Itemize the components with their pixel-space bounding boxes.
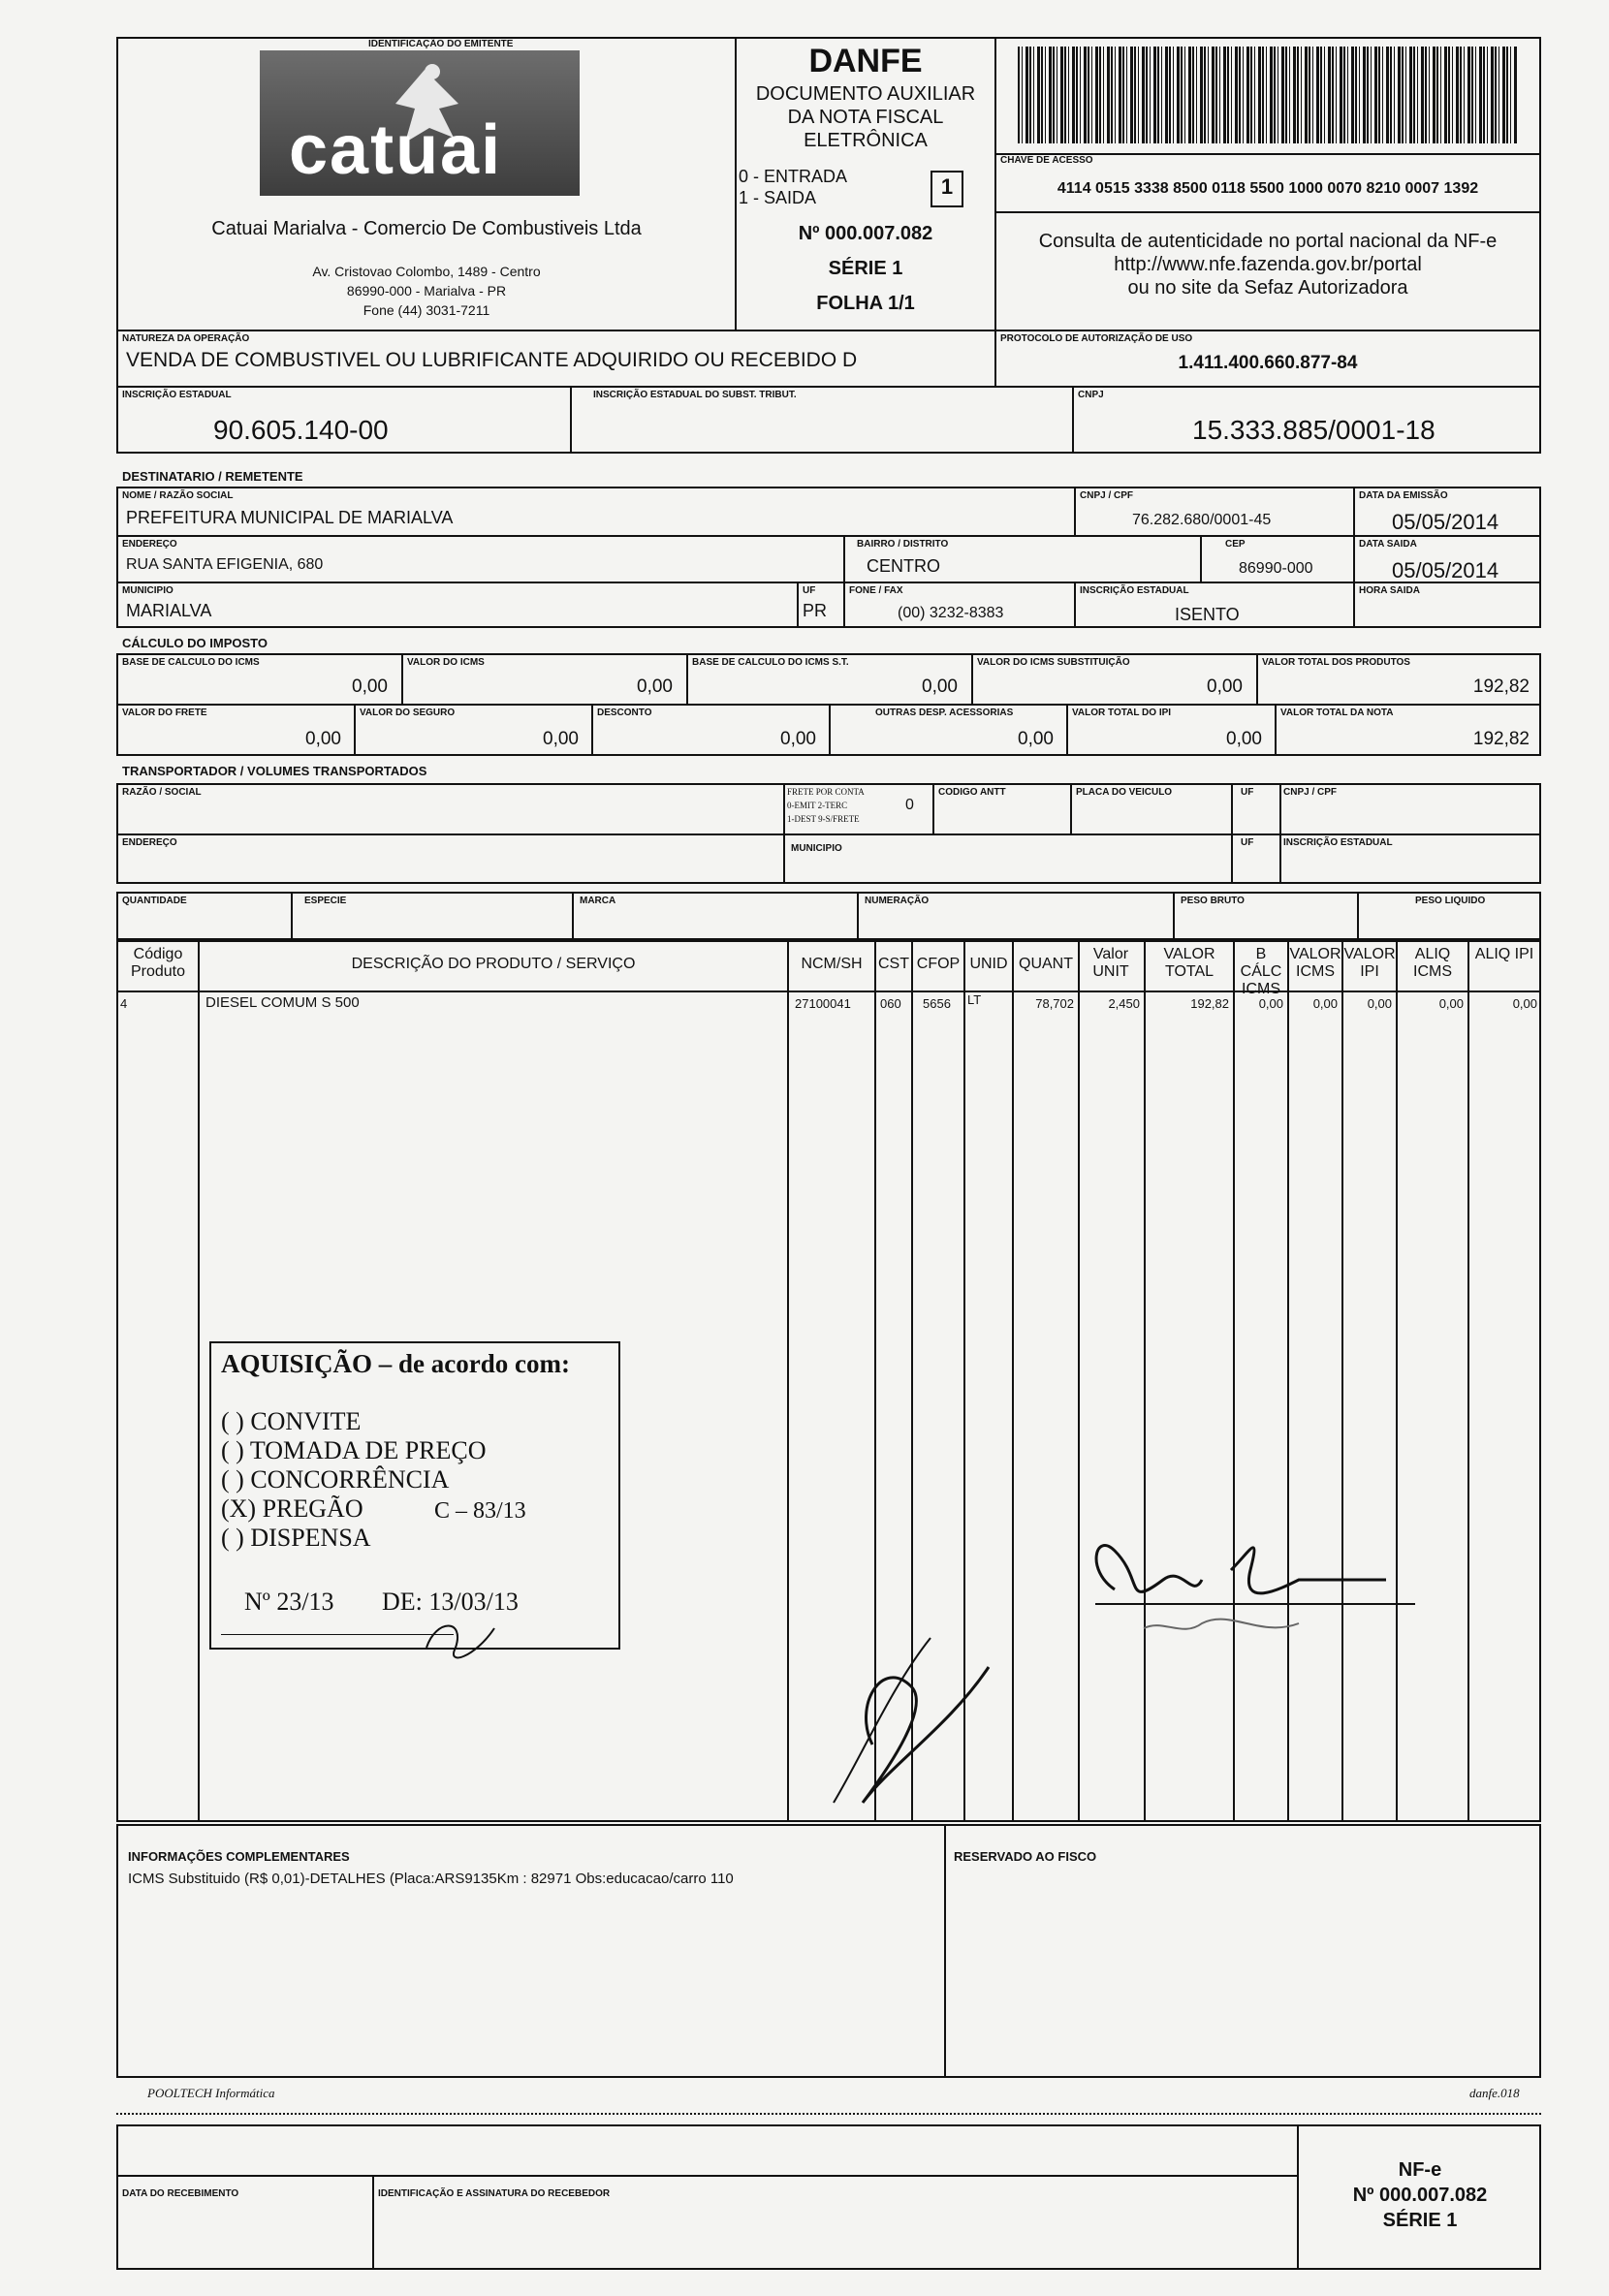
dest-saida-value: 05/05/2014	[1392, 558, 1499, 582]
dest-uf-label: UF	[803, 585, 816, 596]
divider	[198, 938, 200, 1822]
dest-nome-value: PREFEITURA MUNICIPAL DE MARIALVA	[126, 508, 454, 527]
stamp-numero: Nº 23/13	[244, 1588, 334, 1616]
consulta-line1: Consulta de autenticidade no portal nacional da NF-e	[1038, 231, 1498, 252]
stamp-initials	[417, 1609, 504, 1667]
divider	[401, 653, 403, 704]
company-address: Av. Cristovao Colombo, 1489 - Centro	[312, 264, 541, 279]
tipo-value: 1	[940, 174, 954, 199]
dest-emissao-label: DATA DA EMISSÃO	[1359, 490, 1448, 501]
transp-municipio-label: MUNICIPIO	[791, 843, 842, 854]
placa-label: PLACA DO VEICULO	[1076, 787, 1173, 798]
divider	[1070, 783, 1072, 833]
divider	[843, 582, 845, 628]
transp-ie-label: INSCRIÇÃO ESTADUAL	[1283, 837, 1393, 848]
divider	[591, 704, 593, 756]
frete-conta-line1: FRETE POR CONTA	[787, 787, 865, 797]
divider	[1275, 704, 1277, 756]
danfe-sub1: DOCUMENTO AUXILIAR	[755, 83, 976, 105]
stamp-data: DE: 13/03/13	[382, 1588, 519, 1616]
divider	[354, 704, 356, 756]
dest-endereco-value: RUA SANTA EFIGENIA, 680	[126, 556, 324, 573]
desconto-value: 0,00	[780, 729, 816, 749]
row-ncm: 27100041	[795, 996, 851, 1011]
col-aicms: ALIQ ICMS	[1413, 946, 1452, 980]
col-vicms: VALOR ICMS	[1289, 946, 1341, 980]
stamp-concorrencia: ( ) CONCORRÊNCIA	[221, 1465, 450, 1494]
dest-emissao-value: 05/05/2014	[1392, 510, 1499, 534]
divider	[116, 535, 1541, 537]
valor-icms-label: VALOR DO ICMS	[407, 657, 485, 668]
divider	[116, 2175, 1297, 2177]
divider	[291, 892, 293, 942]
peso-bruto-label: PESO BRUTO	[1181, 896, 1245, 906]
col-codigo: Código Produto	[130, 946, 186, 980]
divider	[1173, 892, 1175, 942]
ie-label: INSCRIÇÃO ESTADUAL	[122, 390, 232, 400]
recebedor-label: IDENTIFICAÇÃO E ASSINATURA DO RECEBEDOR	[378, 2188, 611, 2199]
natureza-value: VENDA DE COMBUSTIVEL OU LUBRIFICANTE ADQUIRIDO OU RECEBIDO D	[126, 349, 858, 371]
row-bicms: 0,00	[1258, 996, 1283, 1011]
chave-label: CHAVE DE ACESSO	[1000, 155, 1093, 166]
row-cfop: 5656	[923, 996, 951, 1011]
dest-hora-label: HORA SAIDA	[1359, 585, 1420, 596]
dest-cep-label: CEP	[1225, 539, 1246, 550]
dest-ie-value: ISENTO	[1175, 605, 1240, 624]
col-ncm: NCM/SH	[801, 956, 863, 972]
transp-section-title: TRANSPORTADOR / VOLUMES TRANSPORTADOS	[122, 764, 427, 778]
col-bicms: B CÁLC ICMS	[1240, 946, 1282, 997]
divider	[116, 991, 1541, 992]
row-descricao: DIESEL COMUM S 500	[205, 994, 360, 1011]
divider	[932, 783, 934, 833]
dest-saida-label: DATA SAIDA	[1359, 539, 1417, 550]
dest-ie-label: INSCRIÇÃO ESTADUAL	[1080, 585, 1189, 596]
row-vicms: 0,00	[1312, 996, 1338, 1011]
col-aipi: ALIQ IPI	[1474, 946, 1534, 962]
stamp-dispensa: ( ) DISPENSA	[221, 1524, 371, 1552]
col-cst: CST	[878, 956, 909, 972]
col-unid: UNID	[969, 956, 1008, 972]
col-vtotal: VALOR TOTAL	[1163, 946, 1215, 980]
chave-value: 4114 0515 3338 8500 0118 5500 1000 0070 8210 0007 1392	[1057, 180, 1479, 197]
nf-number: Nº 000.007.082	[798, 223, 933, 244]
natureza-label: NATUREZA DA OPERAÇÃO	[122, 333, 250, 344]
divider	[1200, 535, 1202, 583]
danfe-sub2: DA NOTA FISCAL	[787, 107, 944, 128]
transp-razao-label: RAZÃO / SOCIAL	[122, 787, 202, 798]
seguro-value: 0,00	[543, 729, 579, 749]
saida-label: 1 - SAIDA	[739, 188, 817, 207]
handwritten-signatures	[795, 1512, 1415, 1812]
divider	[787, 938, 789, 1822]
especie-label: ESPECIE	[304, 896, 347, 906]
ie-value: 90.605.140-00	[213, 415, 389, 445]
stamp-tomada: ( ) TOMADA DE PREÇO	[221, 1436, 487, 1464]
divider	[1279, 783, 1281, 884]
emitter-label: IDENTIFICAÇÃO DO EMITENTE	[368, 39, 514, 49]
outras-label: OUTRAS DESP. ACESSORIAS	[875, 708, 1014, 718]
dest-cnpj-value: 76.282.680/0001-45	[1132, 512, 1272, 528]
base-icms-label: BASE DE CALCULO DO ICMS	[122, 657, 260, 668]
divider	[572, 892, 574, 942]
acquisition-stamp	[209, 1341, 620, 1650]
cnpj-value: 15.333.885/0001-18	[1192, 415, 1435, 445]
divider	[829, 704, 831, 756]
nf-folha: FOLHA 1/1	[816, 293, 915, 314]
software-credit: POOLTECH Informática	[147, 2086, 275, 2100]
valor-icms-value: 0,00	[637, 676, 673, 697]
frete-conta-value: 0	[905, 797, 914, 813]
divider	[1074, 582, 1076, 628]
base-icms-st-value: 0,00	[922, 676, 958, 697]
dest-bairro-label: BAIRRO / DISTRITO	[857, 539, 949, 550]
divider	[1066, 704, 1068, 756]
dest-municipio-label: MUNICIPIO	[122, 585, 174, 596]
valor-icms-st-label: VALOR DO ICMS SUBSTITUIÇÃO	[977, 657, 1130, 668]
divider	[1357, 892, 1359, 942]
row-vunit: 2,450	[1108, 996, 1140, 1011]
barcode	[1018, 47, 1518, 143]
row-aicms: 0,00	[1438, 996, 1464, 1011]
divider	[372, 2175, 374, 2270]
total-ipi-label: VALOR TOTAL DO IPI	[1072, 708, 1172, 718]
transp-endereco-label: ENDEREÇO	[122, 837, 177, 848]
company-name: Catuai Marialva - Comercio De Combustiveis Ltda	[211, 218, 642, 239]
fisco-label: RESERVADO AO FISCO	[954, 1849, 1097, 1864]
divider	[1074, 487, 1076, 535]
consulta-line3: ou no site da Sefaz Autorizadora	[1127, 277, 1408, 299]
seguro-label: VALOR DO SEGURO	[360, 708, 456, 718]
total-nota-label: VALOR TOTAL DA NOTA	[1280, 708, 1394, 718]
divider	[1467, 938, 1469, 1822]
transp-uf2-label: UF	[1241, 837, 1254, 848]
col-cfop: CFOP	[916, 956, 961, 972]
divider	[1231, 783, 1233, 884]
receipt-number: Nº 000.007.082	[1352, 2185, 1488, 2206]
antt-label: CODIGO ANTT	[938, 787, 1006, 798]
divider	[1256, 653, 1258, 704]
divider	[797, 582, 799, 628]
logo-text: catuai	[289, 111, 503, 189]
col-descricao: DESCRIÇÃO DO PRODUTO / SERVIÇO	[351, 956, 636, 972]
row-codigo: 4	[120, 996, 128, 1011]
data-recebimento-label: DATA DO RECEBIMENTO	[122, 2188, 239, 2199]
outras-value: 0,00	[1018, 729, 1054, 749]
base-icms-value: 0,00	[352, 676, 388, 697]
dest-endereco-label: ENDEREÇO	[122, 539, 177, 550]
divider	[971, 653, 973, 704]
nf-serie: SÉRIE 1	[828, 258, 903, 279]
total-nota-value: 192,82	[1472, 729, 1530, 749]
dest-bairro-value: CENTRO	[867, 556, 940, 576]
transp-uf-label: UF	[1241, 787, 1254, 798]
dest-nome-label: NOME / RAZÃO SOCIAL	[122, 490, 234, 501]
cut-line	[116, 2113, 1541, 2115]
base-icms-st-label: BASE DE CALCULO DO ICMS S.T.	[692, 657, 849, 668]
divider	[116, 833, 1541, 835]
col-vipi: VALOR IPI	[1343, 946, 1396, 980]
total-produtos-label: VALOR TOTAL DOS PRODUTOS	[1262, 657, 1410, 668]
frete-label: VALOR DO FRETE	[122, 708, 207, 718]
numeracao-label: NUMERAÇÃO	[865, 896, 930, 906]
protocolo-label: PROTOCOLO DE AUTORIZAÇÃO DE USO	[1000, 333, 1193, 344]
stamp-pregao: (X) PREGÃO	[221, 1494, 363, 1523]
row-vtotal: 192,82	[1190, 996, 1229, 1011]
dest-cep-value: 86990-000	[1239, 560, 1313, 577]
danfe-sub3: ELETRÔNICA	[804, 130, 928, 151]
stamp-title: AQUISIÇÃO – de acordo com:	[221, 1349, 570, 1378]
row-unid: LT	[967, 992, 982, 1007]
total-produtos-value: 192,82	[1472, 676, 1530, 697]
marca-label: MARCA	[580, 896, 616, 906]
valor-icms-st-value: 0,00	[1207, 676, 1243, 697]
ie-st-label: INSCRIÇÃO ESTADUAL DO SUBST. TRIBUT.	[593, 390, 797, 400]
divider	[1353, 487, 1355, 628]
company-phone: Fone (44) 3031-7211	[363, 302, 490, 318]
frete-conta-line2: 0-EMIT 2-TERC	[787, 801, 848, 810]
divider	[857, 892, 859, 942]
frete-conta-line3: 1-DEST 9-S/FRETE	[787, 814, 860, 824]
stamp-pregao-num: C – 83/13	[434, 1498, 526, 1524]
imposto-section-title: CÁLCULO DO IMPOSTO	[122, 636, 268, 650]
divider	[994, 211, 1541, 213]
dest-fone-value: (00) 3232-8383	[898, 605, 1004, 621]
company-logo	[260, 50, 580, 196]
row-cst: 060	[880, 996, 901, 1011]
total-ipi-value: 0,00	[1226, 729, 1262, 749]
transp-cnpj-label: CNPJ / CPF	[1283, 787, 1338, 798]
row-vipi: 0,00	[1367, 996, 1392, 1011]
dest-section-title: DESTINATARIO / REMETENTE	[122, 469, 303, 484]
cnpj-label: CNPJ	[1078, 390, 1104, 400]
form-code: danfe.018	[1469, 2086, 1520, 2100]
frete-value: 0,00	[305, 729, 341, 749]
info-label: INFORMAÇÕES COMPLEMENTARES	[128, 1849, 350, 1864]
stamp-convite: ( ) CONVITE	[221, 1407, 362, 1435]
consulta-url[interactable]: http://www.nfe.fazenda.gov.br/portal	[1114, 254, 1422, 275]
dest-uf-value: PR	[803, 601, 828, 620]
divider	[843, 535, 845, 583]
col-vunit: Valor UNIT	[1092, 946, 1129, 980]
row-quant: 78,702	[1035, 996, 1074, 1011]
info-text: ICMS Substituido (R$ 0,01)-DETALHES (Placa:ARS9135Km : 82971 Obs:educacao/carro 110	[128, 1871, 734, 1887]
divider	[116, 582, 1541, 583]
entrada-label: 0 - ENTRADA	[739, 167, 848, 186]
protocolo-value: 1.411.400.660.877-84	[1178, 353, 1358, 373]
dest-cnpj-label: CNPJ / CPF	[1080, 490, 1134, 501]
peso-liquido-label: PESO LIQUIDO	[1415, 896, 1486, 906]
frete-conta-box	[783, 783, 932, 833]
receipt-serie: SÉRIE 1	[1382, 2210, 1458, 2231]
desconto-label: DESCONTO	[597, 708, 652, 718]
danfe-title: DANFE	[808, 43, 923, 79]
qtd-label: QUANTIDADE	[122, 896, 187, 906]
dest-fone-label: FONE / FAX	[849, 585, 903, 596]
col-quant: QUANT	[1019, 956, 1073, 972]
company-cep: 86990-000 - Marialva - PR	[346, 283, 507, 299]
receipt-nfe: NF-e	[1398, 2159, 1442, 2181]
divider	[944, 1824, 946, 2078]
divider	[686, 653, 688, 704]
row-aipi: 0,00	[1512, 996, 1537, 1011]
dest-municipio-value: MARIALVA	[126, 601, 212, 620]
